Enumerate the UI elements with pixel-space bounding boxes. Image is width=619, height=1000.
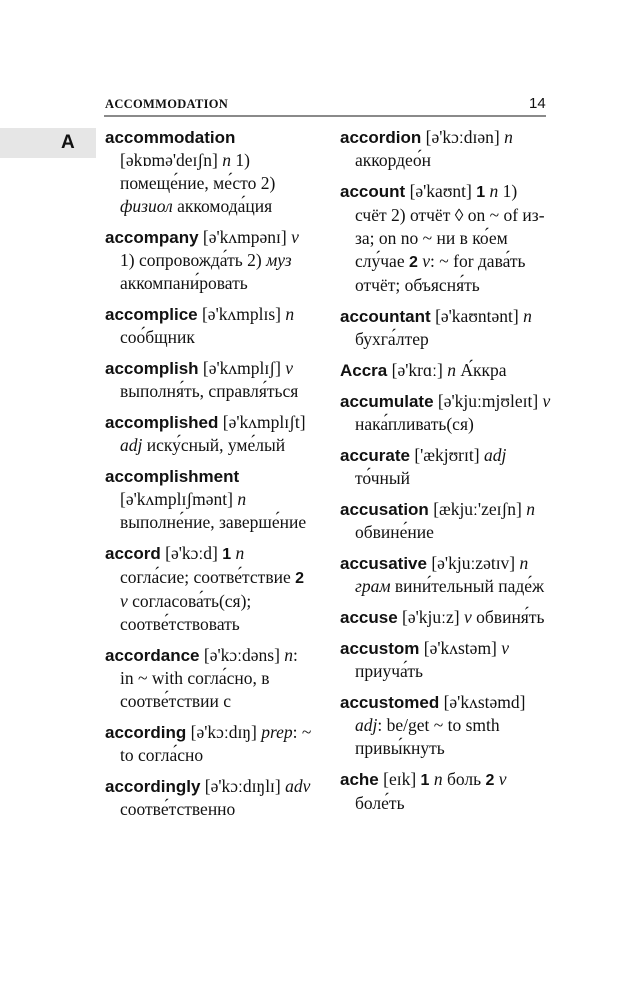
entry-text: обвиня́ть <box>471 607 545 627</box>
headword: accuse <box>340 608 398 627</box>
headword: accustom <box>340 639 420 658</box>
sense-number: 2 <box>408 254 418 271</box>
entry-text: аккомода́ция <box>172 196 273 216</box>
entry-text: выполне́ние, заверше́ние <box>120 512 307 532</box>
grammar-label: adj <box>120 435 143 455</box>
entry-text: [əkɒmə'deɪʃn] <box>120 150 223 170</box>
grammar-label: n <box>523 306 532 326</box>
grammar-label: v <box>501 638 510 658</box>
entry-text: [ə'kaʊnt] <box>405 181 477 201</box>
grammar-label: v <box>542 391 551 411</box>
entry-text: аккордео́н <box>355 150 431 170</box>
entry-text: [ə'kjuːmjʊleɪt] <box>433 391 543 411</box>
headword: accustomed <box>340 693 440 712</box>
dictionary-entry <box>340 498 552 544</box>
entry-text: [ə'kjuːz] <box>397 607 464 627</box>
entry-text: согласова́ть(ся); соотве́тствовать <box>120 591 252 634</box>
headword: according <box>105 723 187 742</box>
entry-text: иску́сный, уме́лый <box>142 435 286 455</box>
dictionary-entry <box>340 305 552 351</box>
entry-text: обвине́ние <box>355 522 434 542</box>
sense-number: 1 <box>420 772 430 789</box>
headword: accord <box>105 544 161 563</box>
entry-text: [ə'kɔːd] <box>160 543 223 563</box>
grammar-label: n <box>285 304 295 324</box>
grammar-label: n <box>485 181 499 201</box>
grammar-label: adj <box>355 715 378 735</box>
entry-text: соо́бщник <box>120 327 195 347</box>
entry-text: то́чный <box>355 468 411 488</box>
header-rule <box>104 115 546 117</box>
headword: accompany <box>105 228 199 247</box>
headword: accumulate <box>340 392 434 411</box>
usage-label: физиол <box>120 196 173 216</box>
sense-number: 1 <box>476 184 486 201</box>
entry-text: [ə'kʌmplɪʃt] <box>218 412 306 432</box>
grammar-label: n <box>504 127 513 147</box>
dictionary-entry <box>340 180 552 297</box>
grammar-label: v <box>291 227 299 247</box>
dictionary-entry <box>340 390 552 436</box>
right-column <box>340 126 552 823</box>
entry-text: [ə'kɔːdɪən] <box>421 127 505 147</box>
dictionary-entry <box>340 637 552 683</box>
dictionary-entry <box>105 411 315 457</box>
entry-text: [ə'kʌstəm] <box>419 638 502 658</box>
entry-text: 1) счёт 2) отчёт ◊ on ~ of из-за; on no ~ ни в ко́ем слу́чае <box>355 181 545 271</box>
sense-number: 2 <box>485 772 495 789</box>
grammar-label: n <box>231 543 245 563</box>
thumb-index-letter: A <box>61 132 75 153</box>
entry-text: [ə'kɔːdəns] <box>199 645 285 665</box>
grammar-label: v <box>464 607 472 627</box>
headword: accordion <box>340 128 422 147</box>
dictionary-entry <box>105 357 315 403</box>
entry-text: А́ккра <box>455 360 507 380</box>
sense-number: 2 <box>295 570 305 587</box>
headword: accusation <box>340 500 429 519</box>
grammar-label: n <box>222 150 231 170</box>
entry-text: ['ækjʊrɪt] <box>409 445 484 465</box>
entry-text: [ə'kʌmplɪʃmənt] <box>120 489 238 509</box>
grammar-label: n <box>237 489 247 509</box>
headword: accurate <box>340 446 410 465</box>
headword: accountant <box>340 307 431 326</box>
grammar-label: n <box>526 499 535 519</box>
entry-text: [ə'kjuːzətɪv] <box>426 553 520 573</box>
entry-text: [eɪk] <box>378 769 421 789</box>
entry-text: боле́ть <box>355 793 405 813</box>
entry-text: [ə'kʌmplɪʃ] <box>198 358 286 378</box>
entry-text: : be/get ~ to smth привы́кнуть <box>355 715 500 758</box>
dictionary-entry <box>340 606 552 629</box>
dictionary-entry <box>105 542 315 636</box>
entry-text: согла́сие; соотве́тствие <box>120 567 296 587</box>
thumb-index-tab <box>0 128 96 158</box>
grammar-label: n <box>429 769 443 789</box>
dictionary-entry <box>105 721 315 767</box>
entry-text: приуча́ть <box>355 661 423 681</box>
headword: accomplice <box>105 305 198 324</box>
grammar-label: v <box>417 251 431 271</box>
page-number: 14 <box>529 95 546 112</box>
entry-text: 1) сопровожда́ть 2) <box>120 250 267 270</box>
grammar-label: prep <box>261 722 293 742</box>
headword: accommodation <box>105 128 236 147</box>
headword: account <box>340 182 406 201</box>
entry-text: [ə'kʌmplɪs] <box>197 304 286 324</box>
grammar-label: n <box>447 360 456 380</box>
entry-text: боль <box>442 769 486 789</box>
headword: accordingly <box>105 777 201 796</box>
entry-text: аккомпани́ровать <box>120 273 248 293</box>
dictionary-entry <box>105 226 315 295</box>
entry-text: выполня́ть, справля́ться <box>120 381 299 401</box>
entry-text: нака́пливать(ся) <box>355 414 474 434</box>
grammar-label: v <box>285 358 294 378</box>
entry-text: [ə'kɔːdɪŋlɪ] <box>200 776 286 796</box>
dictionary-entry <box>105 126 315 218</box>
running-head: ACCOMMODATION <box>105 97 229 111</box>
grammar-label: v <box>494 769 507 789</box>
left-column <box>105 126 315 829</box>
dictionary-entry <box>105 465 315 534</box>
entry-text: 1) помеще́ние, ме́сто 2) <box>120 150 276 193</box>
grammar-label: n грам <box>355 553 529 596</box>
headword: accomplish <box>105 359 199 378</box>
dictionary-entry <box>340 359 552 382</box>
headword: accomplishment <box>105 467 240 486</box>
dictionary-entry <box>105 644 315 713</box>
entry-text: соотве́тственно <box>120 799 236 819</box>
dictionary-entry <box>340 768 552 815</box>
grammar-label: adj <box>483 445 507 465</box>
dictionary-entry <box>105 303 315 349</box>
headword: ache <box>340 770 379 789</box>
grammar-label: n <box>284 645 294 665</box>
entry-text: [ə'kʌmpənɪ] <box>198 227 292 247</box>
grammar-label: adv <box>285 776 311 796</box>
entry-text: вини́тельный паде́ж <box>390 576 545 596</box>
entry-text: : ~ to согла́сно <box>120 722 312 765</box>
dictionary-entry <box>105 775 315 821</box>
entry-text: [ə'krɑː] <box>387 360 448 380</box>
entry-text: : ~ for дава́ть отчёт; объясня́ть <box>355 251 526 295</box>
headword: accusative <box>340 554 427 573</box>
entry-text: : in ~ with согла́сно, в соотве́тствии с <box>120 645 298 711</box>
dictionary-entry <box>340 552 552 598</box>
entry-text: [ə'kaʊntənt] <box>430 306 524 326</box>
dictionary-entry <box>340 126 552 172</box>
entry-text: бухга́лтер <box>355 329 429 349</box>
dictionary-entry <box>340 444 552 490</box>
usage-label: муз <box>266 250 292 270</box>
dictionary-entry <box>340 691 552 760</box>
headword: accordance <box>105 646 200 665</box>
entry-text: [ækjuː'zeɪʃn] <box>428 499 527 519</box>
entry-text: [ə'kɔːdɪŋ] <box>186 722 262 742</box>
headword: accomplished <box>105 413 219 432</box>
headword: Accra <box>340 361 388 380</box>
grammar-label: v <box>120 591 128 611</box>
sense-number: 1 <box>222 546 232 563</box>
entry-text: [ə'kʌstəmd] <box>439 692 526 712</box>
